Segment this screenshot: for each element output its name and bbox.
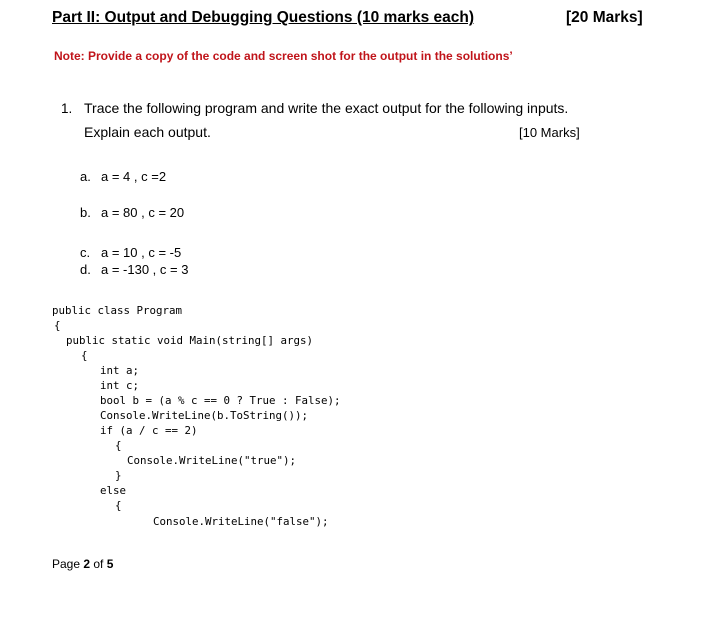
- code-line: public class Program: [52, 304, 183, 317]
- note-text: Note: Provide a copy of the code and screen shot for the output in the solutions’: [54, 49, 513, 63]
- page-footer: [52, 557, 113, 571]
- code-line: Console.WriteLine(b.ToString());: [100, 409, 309, 422]
- input-case-label: c.: [80, 245, 91, 260]
- input-case-a: [80, 169, 166, 184]
- section-marks: [20 Marks]: [566, 9, 643, 26]
- footer-page-number: 2: [83, 557, 91, 571]
- code-line: {: [115, 499, 122, 512]
- code-line: if (a / c == 2): [100, 424, 198, 437]
- input-case-b: [80, 205, 184, 220]
- input-case-text: a = 10 , c = -5: [101, 245, 182, 260]
- question-marks: [10 Marks]: [519, 125, 580, 140]
- code-line: int a;: [100, 364, 140, 377]
- code-line: {: [54, 319, 61, 332]
- footer-total-pages: 5: [106, 557, 114, 571]
- input-case-text: a = -130 , c = 3: [101, 262, 189, 277]
- code-line: Console.WriteLine("true");: [127, 454, 297, 467]
- footer-middle: of: [90, 557, 107, 571]
- code-line: }: [115, 469, 122, 482]
- input-case-text: a = 4 , c =2: [101, 169, 167, 184]
- question-text-line1: Trace the following program and write the exact output for the following inputs.: [84, 100, 569, 116]
- code-line: public static void Main(string[] args): [66, 334, 314, 347]
- footer-prefix: Page: [52, 557, 84, 571]
- code-line: {: [115, 439, 122, 452]
- input-case-label: b.: [80, 205, 91, 220]
- section-title: Part II: Output and Debugging Questions (10 marks each): [52, 9, 475, 26]
- question-text-line2: Explain each output.: [84, 124, 211, 140]
- code-line: int c;: [100, 379, 140, 392]
- code-line: else: [100, 484, 127, 497]
- code-line: bool b = (a % c == 0 ? True : False);: [100, 394, 341, 407]
- input-case-label: d.: [80, 262, 91, 277]
- input-case-text: a = 80 , c = 20: [101, 205, 185, 220]
- input-case-label: a.: [80, 169, 91, 184]
- question-number: 1.: [61, 101, 73, 116]
- input-case-c: [80, 245, 181, 260]
- code-line: Console.WriteLine("false");: [153, 515, 329, 528]
- input-case-d: [80, 262, 188, 277]
- code-line: {: [81, 349, 88, 362]
